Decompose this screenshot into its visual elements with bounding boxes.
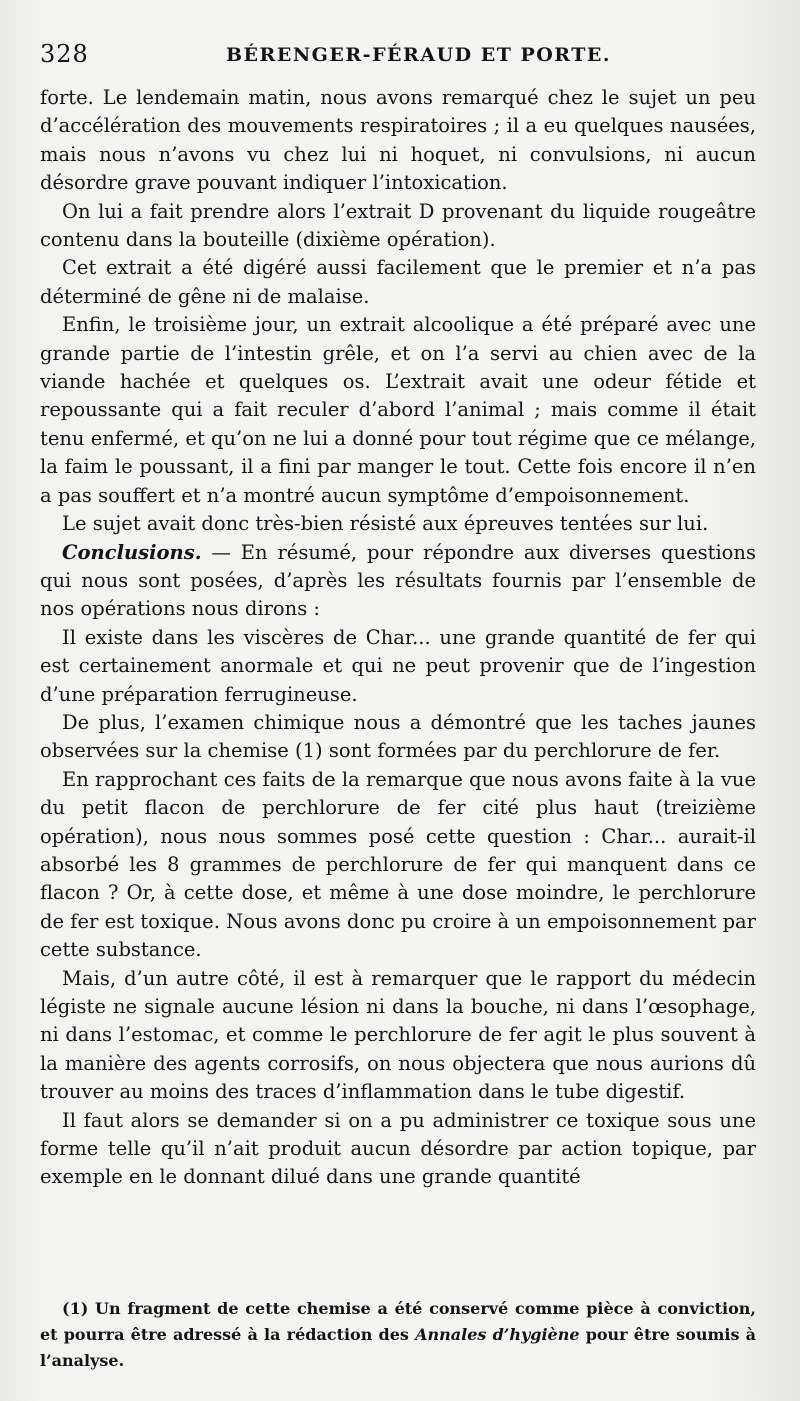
paragraph: En rapprochant ces faits de la remarque que nous avons faite à la vue du petit flacon de perchlorure de fer cité plus haut (treizième opération), nous nous sommes posé cette question : Char... aurait-il absorbé les 8 grammes de perchlorure de fer qui manquent dans ce flacon ? Or, à cette dose, et même à une dose moindre, le perchlorure de fer est toxique. Nous avons donc pu croire à un empoisonnement par cette substance. [40, 767, 756, 962]
paragraph: Il existe dans les viscères de Char... une grande quantité de fer qui est certainement anormale et qui ne peut provenir que de l’ingestion d’une préparation ferrugineuse. [40, 625, 756, 706]
conclusions-text: — En résumé, pour répondre aux diverses questions qui nous sont posées, d’après les résultats fournis par l’ensemble de nos opérations nous dirons : [40, 540, 756, 621]
footnote-text-end: pour être soumis à l’analyse. [40, 1325, 757, 1370]
paragraph: De plus, l’examen chimique nous a démontré que les taches jaunes observées sur la chemise (1) sont formées par du perchlorure de fer. [40, 710, 756, 763]
page-header [40, 40, 760, 74]
paragraph: Cet extrait a été digéré aussi facilement que le premier et n’a pas déterminé de gêne ni de malaise. [40, 256, 756, 308]
body-text [40, 84, 756, 1192]
conclusions-paragraph [40, 539, 756, 624]
paragraph: Il faut alors se demander si on a pu administrer ce toxique sous une forme telle qu’il n’ait produit aucun désordre par action topique, par exemple en le donnant dilué dans une grande quantité [40, 1108, 756, 1189]
running-head: BÉRENGER-FÉRAUD ET PORTE. [226, 44, 611, 66]
footnote-text: (1) Un fragment de cette chemise a été conservé comme pièce à conviction, et pourra être adressé à la rédaction des [40, 1299, 756, 1344]
journal-title: Annales d’hygiène [415, 1325, 580, 1344]
page-number: 328 [40, 40, 89, 68]
paragraph: Enfin, le troisième jour, un extrait alcoolique a été préparé avec une grande partie de l’intestin grêle, et on l’a servi au chien avec de la viande hachée et quelques os. L’extrait avait une odeur fétide et repoussante qui a fait reculer d’abord l’animal ; mais comme il était tenu enfermé, et qu’on ne lui a donné pour tout régime que ce mélange, la faim le poussant, il a fini par manger le tout. Cette fois encore il n’en a pas souffert et n’a montré aucun symptôme d’empoisonnement. [40, 313, 756, 507]
paragraph: On lui a fait prendre alors l’extrait D provenant du liquide rougeâtre contenu dans la bouteille (dixième opération). [40, 199, 756, 252]
paragraph: Mais, d’un autre côté, il est à remarquer que le rapport du médecin légiste ne signale aucune lésion ni dans la bouche, ni dans l’œsophage, ni dans l’estomac, et comme le perchlorure de fer agit le plus souvent à la manière des agents corrosifs, on nous objectera que nous aurions dû trouver au moins des traces d’inflammation dans le tube digestif. [40, 966, 756, 1104]
footnote [40, 1296, 756, 1374]
paragraph: forte. Le lendemain matin, nous avons remarqué chez le sujet un peu d’accélération des mouvements respiratoires ; il a eu quelques nausées, mais nous n’avons vu chez lui ni hoquet, ni convulsions, ni aucun désordre grave pouvant indiquer l’intoxication. [40, 86, 756, 195]
paragraph: Le sujet avait donc très-bien résisté aux épreuves tentées sur lui. [62, 512, 709, 536]
conclusions-label: Conclusions. [62, 540, 202, 564]
